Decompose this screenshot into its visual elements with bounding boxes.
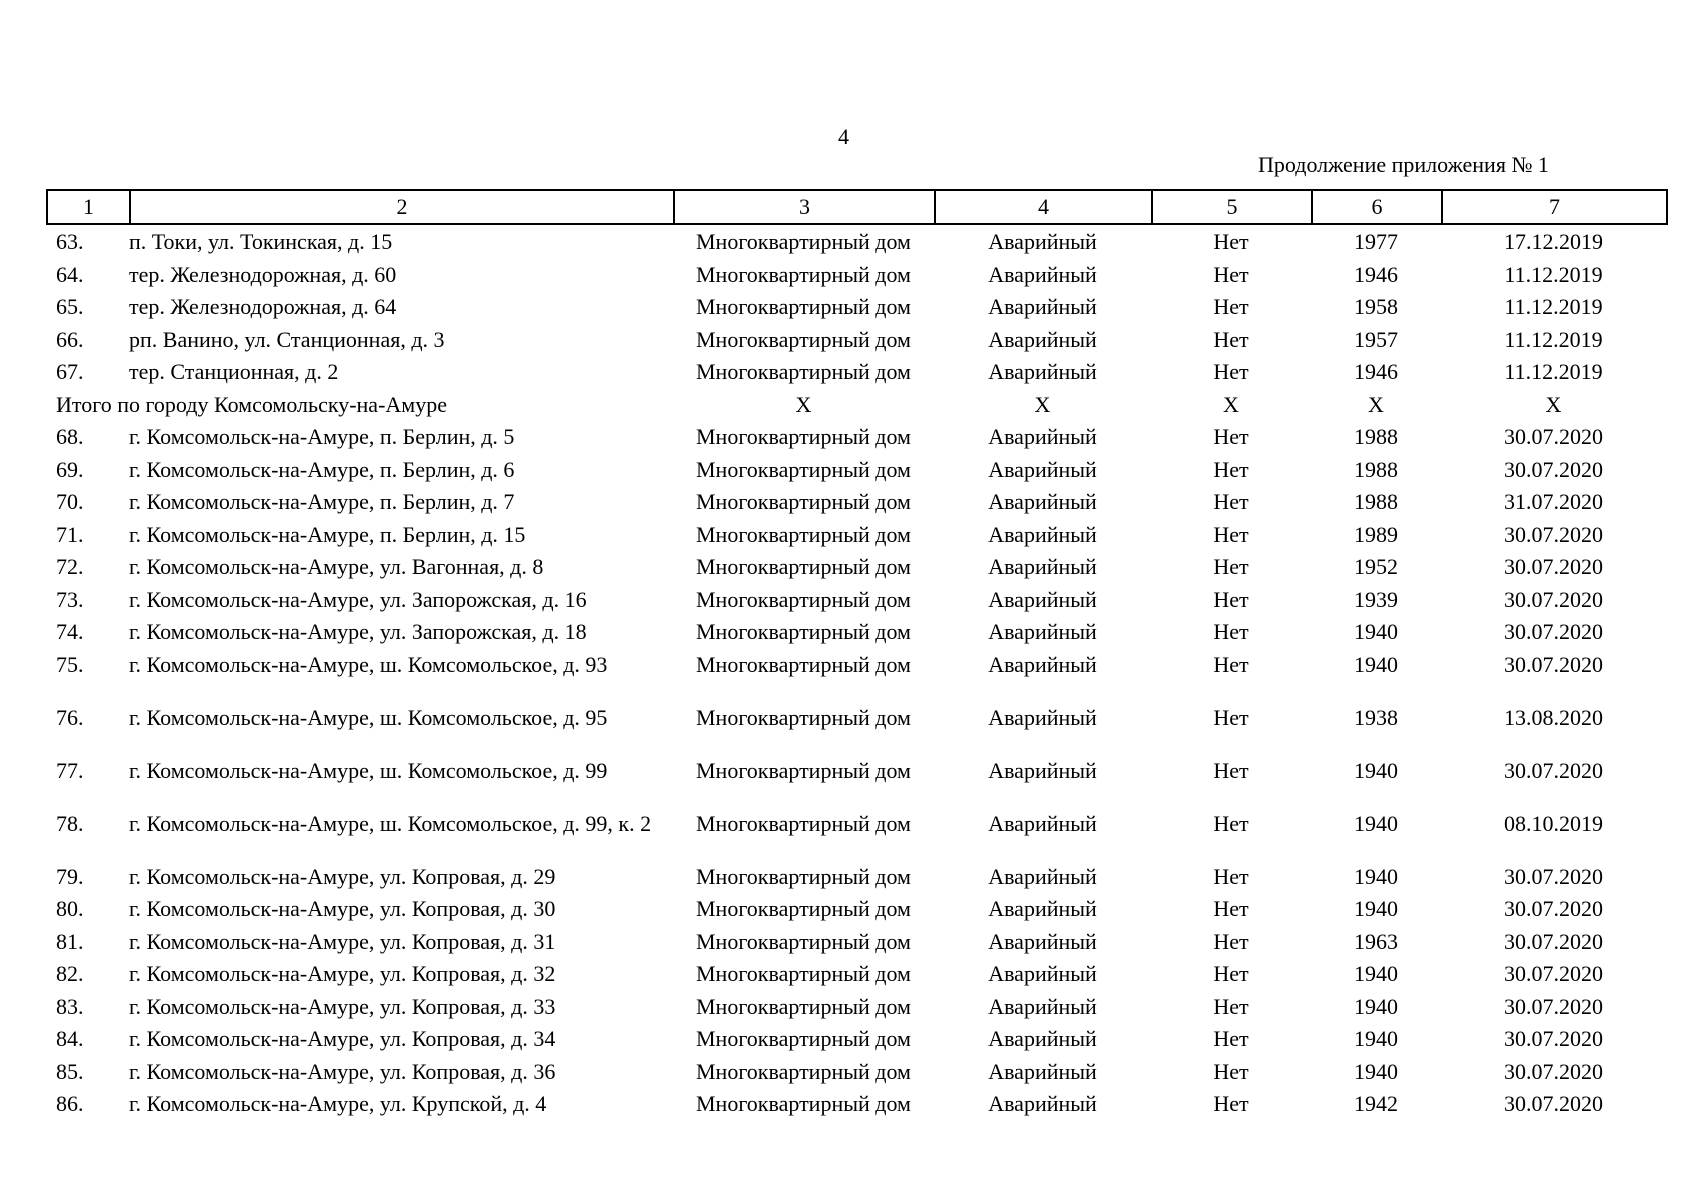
table-row: [46, 329, 1666, 362]
table-row: [46, 931, 1666, 964]
table-row: [46, 524, 1666, 557]
total-row-label: Итого по городу Комсомольску-на-Амуре: [56, 391, 447, 417]
row-address: тер. Станционная, д. 2: [129, 359, 339, 384]
row-address: г. Комсомольск-на-Амуре, п. Берлин, д. 5: [129, 424, 515, 449]
row-condition: Аварийный: [988, 896, 1097, 921]
row-flag: Нет: [1213, 521, 1249, 547]
row-condition: Аварийный: [988, 261, 1097, 287]
row-date: 11.12.2019: [1504, 261, 1603, 287]
row-flag: Нет: [1213, 489, 1249, 514]
table-row: [46, 963, 1666, 996]
row-flag: Нет: [1213, 928, 1249, 954]
row-building-type: Многоквартирный дом: [696, 359, 911, 384]
row-date: 30.07.2020: [1504, 961, 1603, 986]
row-address: рп. Ванино, ул. Станционная, д. 3: [129, 326, 445, 352]
row-flag: Нет: [1213, 757, 1249, 783]
row-date: 30.07.2020: [1504, 993, 1603, 1019]
table-row: [46, 813, 1666, 866]
row-date: 31.07.2020: [1504, 489, 1603, 514]
table-row: [46, 459, 1666, 492]
row-address: г. Комсомольск-на-Амуре, ш. Комсомольское, д. 93: [129, 651, 608, 677]
row-building-type: Многоквартирный дом: [696, 1091, 911, 1116]
row-number: 63.: [56, 229, 84, 254]
row-address: тер. Железнодорожная, д. 64: [129, 294, 397, 319]
row-date: 30.07.2020: [1504, 863, 1603, 889]
row-address: г. Комсомольск-на-Амуре, ул. Крупской, д. 4: [129, 1091, 547, 1116]
row-year: 1988: [1354, 456, 1398, 482]
table-row: [46, 654, 1666, 707]
row-number: 70.: [56, 489, 84, 514]
column-header-2: 2: [130, 190, 674, 224]
row-building-type: Многоквартирный дом: [696, 294, 911, 319]
row-condition: Аварийный: [988, 456, 1097, 482]
total-row-x-mark: Х: [1368, 391, 1384, 417]
row-building-type: Многоквартирный дом: [696, 810, 911, 836]
row-flag: Нет: [1213, 619, 1249, 644]
row-flag: Нет: [1213, 863, 1249, 889]
table-row: [46, 556, 1666, 589]
table-row: [46, 426, 1666, 459]
row-number: 77.: [56, 757, 84, 783]
row-number: 82.: [56, 961, 84, 986]
row-condition: Аварийный: [988, 1026, 1097, 1051]
row-year: 1939: [1354, 586, 1398, 612]
row-condition: Аварийный: [988, 424, 1097, 449]
row-building-type: Многоквартирный дом: [696, 326, 911, 352]
row-building-type: Многоквартирный дом: [696, 586, 911, 612]
row-number: 66.: [56, 326, 84, 352]
row-flag: Нет: [1213, 896, 1249, 921]
table-row: [46, 1061, 1666, 1094]
row-flag: Нет: [1213, 704, 1249, 730]
row-number: 74.: [56, 619, 84, 644]
row-building-type: Многоквартирный дом: [696, 619, 911, 644]
row-date: 30.07.2020: [1504, 896, 1603, 921]
row-number: 64.: [56, 261, 84, 287]
row-address: г. Комсомольск-на-Амуре, ул. Копровая, д. 31: [129, 928, 556, 954]
row-date: 30.07.2020: [1504, 1026, 1603, 1051]
row-flag: Нет: [1213, 456, 1249, 482]
row-date: 30.07.2020: [1504, 554, 1603, 579]
row-date: 30.07.2020: [1504, 521, 1603, 547]
row-date: 11.12.2019: [1504, 326, 1603, 352]
row-address: п. Токи, ул. Токинская, д. 15: [129, 229, 393, 254]
row-year: 1940: [1354, 863, 1398, 889]
row-address: г. Комсомольск-на-Амуре, п. Берлин, д. 6: [129, 456, 515, 482]
row-date: 11.12.2019: [1504, 359, 1603, 384]
row-flag: Нет: [1213, 1091, 1249, 1116]
row-year: 1952: [1354, 554, 1398, 579]
row-year: 1946: [1354, 261, 1398, 287]
row-building-type: Многоквартирный дом: [696, 757, 911, 783]
table-row: [46, 589, 1666, 622]
row-number: 65.: [56, 294, 84, 319]
row-number: 80.: [56, 896, 84, 921]
table-row: [46, 996, 1666, 1029]
row-year: 1938: [1354, 704, 1398, 730]
row-condition: Аварийный: [988, 521, 1097, 547]
row-date: 30.07.2020: [1504, 456, 1603, 482]
total-row-x-mark: Х: [1223, 391, 1239, 417]
row-year: 1940: [1354, 961, 1398, 986]
row-number: 83.: [56, 993, 84, 1019]
row-condition: Аварийный: [988, 704, 1097, 730]
row-flag: Нет: [1213, 586, 1249, 612]
row-flag: Нет: [1213, 424, 1249, 449]
column-header-7: 7: [1442, 190, 1667, 224]
row-building-type: Многоквартирный дом: [696, 229, 911, 254]
row-date: 30.07.2020: [1504, 586, 1603, 612]
row-year: 1940: [1354, 757, 1398, 783]
row-building-type: Многоквартирный дом: [696, 993, 911, 1019]
row-condition: Аварийный: [988, 586, 1097, 612]
row-address: г. Комсомольск-на-Амуре, п. Берлин, д. 15: [129, 521, 526, 547]
row-condition: Аварийный: [988, 757, 1097, 783]
column-header-4: 4: [935, 190, 1152, 224]
row-address: г. Комсомольск-на-Амуре, ш. Комсомольское, д. 99, к. 2: [129, 810, 652, 836]
row-building-type: Многоквартирный дом: [696, 928, 911, 954]
row-address: г. Комсомольск-на-Амуре, ул. Копровая, д. 29: [129, 863, 556, 889]
column-header-6: 6: [1312, 190, 1442, 224]
row-date: 13.08.2020: [1504, 704, 1603, 730]
row-building-type: Многоквартирный дом: [696, 489, 911, 514]
row-number: 86.: [56, 1091, 84, 1116]
row-condition: Аварийный: [988, 229, 1097, 254]
row-flag: Нет: [1213, 554, 1249, 579]
table-row: [46, 898, 1666, 931]
row-building-type: Многоквартирный дом: [696, 424, 911, 449]
row-flag: Нет: [1213, 1058, 1249, 1084]
table-body: [46, 231, 1666, 1126]
row-building-type: Многоквартирный дом: [696, 651, 911, 677]
table-row: [46, 621, 1666, 654]
row-address: г. Комсомольск-на-Амуре, ул. Копровая, д. 32: [129, 961, 556, 986]
row-condition: Аварийный: [988, 863, 1097, 889]
row-year: 1942: [1354, 1091, 1398, 1116]
row-year: 1940: [1354, 810, 1398, 836]
row-date: 17.12.2019: [1504, 229, 1603, 254]
column-header-3: 3: [674, 190, 935, 224]
row-year: 1977: [1354, 229, 1398, 254]
row-date: 30.07.2020: [1504, 424, 1603, 449]
table-row: [46, 760, 1666, 813]
row-year: 1957: [1354, 326, 1398, 352]
row-address: г. Комсомольск-на-Амуре, ул. Копровая, д. 36: [129, 1058, 556, 1084]
row-building-type: Многоквартирный дом: [696, 863, 911, 889]
appendix-continuation-note: Продолжение приложения № 1: [1258, 152, 1549, 177]
row-building-type: Многоквартирный дом: [696, 1058, 911, 1084]
row-number: 85.: [56, 1058, 84, 1084]
column-header-1: 1: [47, 190, 130, 224]
row-condition: Аварийный: [988, 1091, 1097, 1116]
row-address: г. Комсомольск-на-Амуре, ул. Копровая, д. 34: [129, 1026, 556, 1051]
row-address: г. Комсомольск-на-Амуре, ш. Комсомольское, д. 95: [129, 704, 608, 730]
row-condition: Аварийный: [988, 619, 1097, 644]
row-building-type: Многоквартирный дом: [696, 961, 911, 986]
table-row: [46, 1028, 1666, 1061]
row-date: 30.07.2020: [1504, 619, 1603, 644]
row-address: г. Комсомольск-на-Амуре, ул. Копровая, д. 30: [129, 896, 556, 921]
row-number: 68.: [56, 424, 84, 449]
row-condition: Аварийный: [988, 326, 1097, 352]
row-building-type: Многоквартирный дом: [696, 1026, 911, 1051]
row-number: 78.: [56, 810, 84, 836]
row-address: тер. Железнодорожная, д. 60: [129, 261, 397, 287]
row-year: 1940: [1354, 1058, 1398, 1084]
table-row: [46, 1093, 1666, 1126]
page-number: 4: [838, 124, 849, 149]
row-number: 75.: [56, 651, 84, 677]
row-flag: Нет: [1213, 229, 1249, 254]
row-address: г. Комсомольск-на-Амуре, ул. Запорожская, д. 16: [129, 586, 587, 612]
row-date: 30.07.2020: [1504, 651, 1603, 677]
row-address: г. Комсомольск-на-Амуре, ул. Копровая, д. 33: [129, 993, 556, 1019]
row-condition: Аварийный: [988, 993, 1097, 1019]
row-address: г. Комсомольск-на-Амуре, ул. Вагонная, д. 8: [129, 554, 544, 579]
row-date: 30.07.2020: [1504, 1058, 1603, 1084]
row-flag: Нет: [1213, 810, 1249, 836]
table-row: [46, 296, 1666, 329]
row-flag: Нет: [1213, 294, 1249, 319]
row-building-type: Многоквартирный дом: [696, 456, 911, 482]
table-row: [46, 231, 1666, 264]
row-condition: Аварийный: [988, 928, 1097, 954]
table-row: [46, 264, 1666, 297]
row-flag: Нет: [1213, 1026, 1249, 1051]
row-address: г. Комсомольск-на-Амуре, ш. Комсомольское, д. 99: [129, 757, 608, 783]
row-year: 1940: [1354, 896, 1398, 921]
row-condition: Аварийный: [988, 554, 1097, 579]
table-row: [46, 491, 1666, 524]
row-condition: Аварийный: [988, 961, 1097, 986]
row-number: 76.: [56, 704, 84, 730]
row-flag: Нет: [1213, 961, 1249, 986]
row-condition: Аварийный: [988, 489, 1097, 514]
row-number: 79.: [56, 863, 84, 889]
row-flag: Нет: [1213, 261, 1249, 287]
row-year: 1988: [1354, 424, 1398, 449]
total-row-x-mark: Х: [1545, 391, 1562, 417]
total-row-x-mark: Х: [795, 391, 812, 417]
row-year: 1940: [1354, 1026, 1398, 1051]
row-date: 11.12.2019: [1504, 294, 1603, 319]
row-year: 1989: [1354, 521, 1398, 547]
row-number: 72.: [56, 554, 84, 579]
row-condition: Аварийный: [988, 1058, 1097, 1084]
row-flag: Нет: [1213, 651, 1249, 677]
row-building-type: Многоквартирный дом: [696, 896, 911, 921]
row-year: 1946: [1354, 359, 1398, 384]
row-condition: Аварийный: [988, 359, 1097, 384]
row-number: 84.: [56, 1026, 84, 1051]
total-row-x-mark: Х: [1034, 391, 1051, 417]
table-row: [46, 866, 1666, 899]
row-flag: Нет: [1213, 359, 1249, 384]
total-row: [46, 394, 1666, 427]
row-condition: Аварийный: [988, 810, 1097, 836]
column-header-5: 5: [1152, 190, 1312, 224]
row-number: 69.: [56, 456, 84, 482]
row-number: 81.: [56, 928, 84, 954]
table-row: [46, 707, 1666, 760]
row-year: 1940: [1354, 993, 1398, 1019]
row-building-type: Многоквартирный дом: [696, 521, 911, 547]
row-building-type: Многоквартирный дом: [696, 704, 911, 730]
table-header: [46, 189, 1668, 225]
row-date: 08.10.2019: [1504, 810, 1603, 836]
row-number: 71.: [56, 521, 84, 547]
row-flag: Нет: [1213, 326, 1249, 352]
table-row: [46, 361, 1666, 394]
row-address: г. Комсомольск-на-Амуре, п. Берлин, д. 7: [129, 489, 515, 514]
row-year: 1940: [1354, 651, 1398, 677]
row-building-type: Многоквартирный дом: [696, 554, 911, 579]
row-year: 1940: [1354, 619, 1398, 644]
row-year: 1988: [1354, 489, 1398, 514]
row-flag: Нет: [1213, 993, 1249, 1019]
row-date: 30.07.2020: [1504, 757, 1603, 783]
row-condition: Аварийный: [988, 294, 1097, 319]
row-address: г. Комсомольск-на-Амуре, ул. Запорожская, д. 18: [129, 619, 587, 644]
row-year: 1958: [1354, 294, 1398, 319]
row-building-type: Многоквартирный дом: [696, 261, 911, 287]
row-number: 73.: [56, 586, 84, 612]
row-date: 30.07.2020: [1504, 928, 1603, 954]
row-condition: Аварийный: [988, 651, 1097, 677]
row-date: 30.07.2020: [1504, 1091, 1603, 1116]
row-year: 1963: [1354, 928, 1398, 954]
row-number: 67.: [56, 359, 84, 384]
